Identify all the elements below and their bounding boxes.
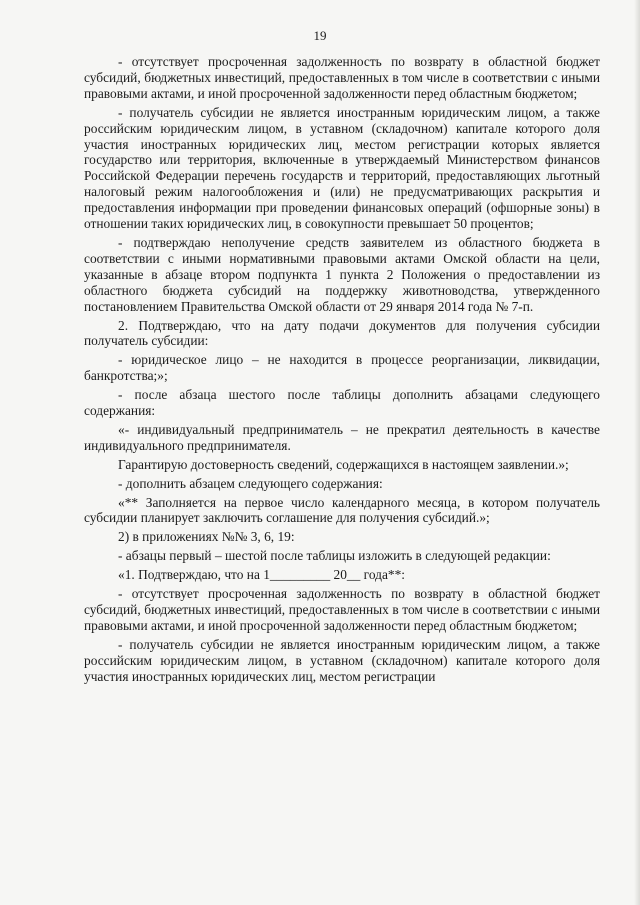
- paragraph: Гарантирую достоверность сведений, содержащихся в настоящем заявлении.»;: [118, 456, 569, 472]
- paragraph: - юридическое лицо – не находится в процессе реорганизации, ликвидации, банкротства;»;: [84, 352, 600, 384]
- paragraph: - получатель субсидии не является иностранным юридическим лицом, а также российским юридическим лицом, в уставном (складочном) капитале которого доля участия иностранных юридических лиц, местом регистрации: [84, 636, 600, 684]
- scan-edge-shadow: [634, 0, 640, 905]
- paragraph: - отсутствует просроченная задолженность по возврату в областной бюджет субсидий, бюджетных инвестиций, предоставленных в том числе в соответствии с иными правовыми актами, и иной просроченной задолженности перед областным бюджетом;: [84, 54, 600, 101]
- paragraph: - отсутствует просроченная задолженность по возврату в областной бюджет субсидий, бюджетных инвестиций, предоставленных в том числе в соответствии с иными правовыми актами, и иной просроченной задолженности перед областным бюджетом;: [84, 586, 600, 633]
- paragraph: - после абзаца шестого после таблицы дополнить абзацами следующего содержания:: [84, 387, 600, 419]
- paragraph: - подтверждаю неполучение средств заявителем из областного бюджета в соответствии с иными нормативными правовыми актами Омской области на цели, указанные в абзаце втором подпункта 1 пункта 2 Положения о предоставлении из областного бюджета субсидий на поддержку животноводства, утвержденного постановлением Правительства Омской области от 29 января 2014 года № 7-п.: [84, 234, 600, 314]
- paragraph: 2) в приложениях №№ 3, 6, 19:: [118, 529, 295, 545]
- paragraph: - абзацы первый – шестой после таблицы изложить в следующей редакции:: [118, 548, 551, 564]
- document-body: [84, 54, 600, 685]
- paragraph: «1. Подтверждаю, что на 1_________ 20__ года**:: [118, 567, 405, 583]
- paragraph: «- индивидуальный предприниматель – не прекратил деятельность в качестве индивидуального предпринимателя.: [84, 421, 600, 453]
- paragraph: 2. Подтверждаю, что на дату подачи документов для получения субсидии получатель субсидии:: [84, 317, 600, 349]
- paragraph: - получатель субсидии не является иностранным юридическим лицом, а также российским юридическим лицом, в уставном (складочном) капитале которого доля участия иностранных юридических лиц, местом регистрации которых является государство или территория, включенные в утверждаемый Министерством финансов Российской Федерации перечень государств и территорий, предоставляющих льготный налоговый режим налогообложения и (или) не предусматривающих раскрытия и предоставления информации при проведении финансовых операций (офшорные зоны) в отношении таких юридических лиц, в совокупности превышает 50 процентов;: [84, 104, 600, 232]
- page-number: 19: [313, 28, 327, 43]
- paragraph: «** Заполняется на первое число календарного месяца, в котором получатель субсидии планирует заключить соглашение для получения субсидий.»;: [84, 494, 600, 526]
- paragraph: - дополнить абзацем следующего содержания:: [118, 475, 383, 491]
